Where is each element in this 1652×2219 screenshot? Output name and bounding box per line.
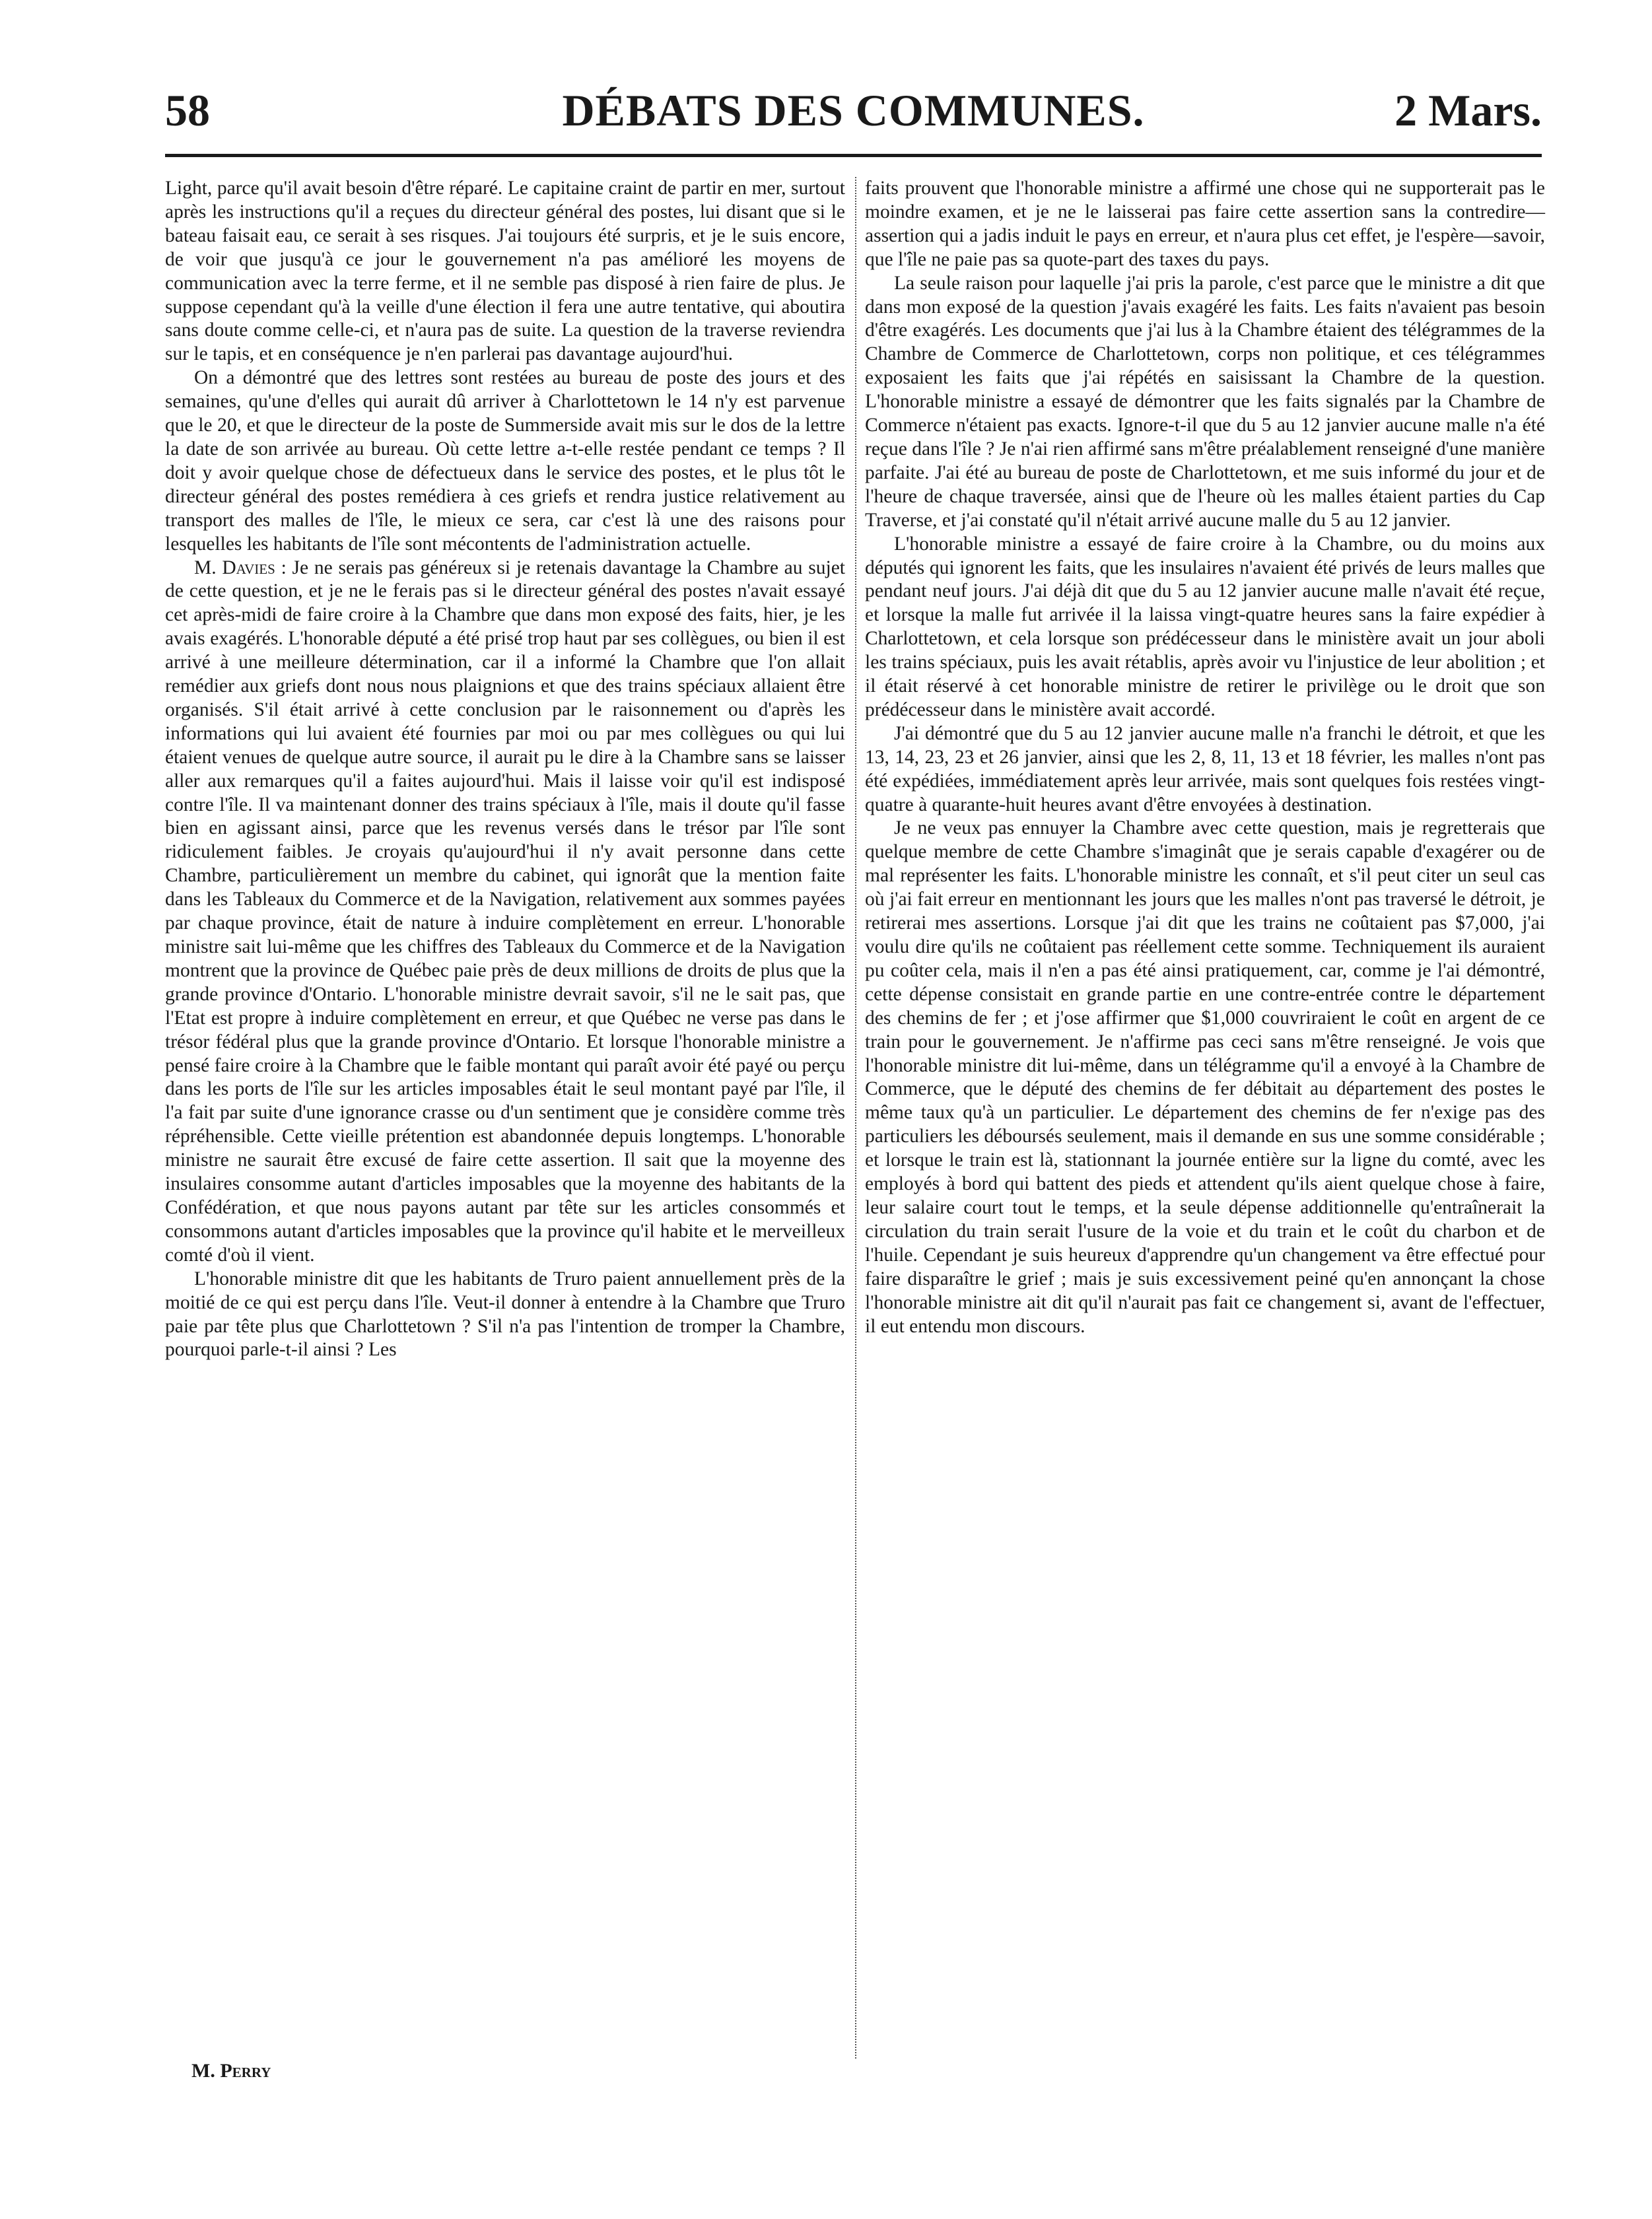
- left-column: [165, 177, 845, 1362]
- column-divider: [855, 177, 858, 2059]
- footer-signature: M. Perry: [191, 2060, 271, 2082]
- paragraph: La seule raison pour laquelle j'ai pris la parole, c'est parce que le ministre a dit que dans mon exposé de la question j'avais exagéré les faits. Les faits n'avaient pas besoin d'être exagérés. Les documents que j'ai lus à la Chambre étaient des télégrammes de la Chambre de Commerce de Charlottetown, corps non politique, et ces télégrammes exposaient les faits que j'ai répétés en saisissant la Chambre de la question. L'honorable ministre a essayé de démontrer que les faits signalés par la Chambre de Commerce n'étaient pas exacts. Ignore-t-il que du 5 au 12 janvier aucune malle n'a été reçue dans l'île ? Je n'ai rien affirmé sans m'être préalablement renseigné d'une manière parfaite. J'ai été au bureau de poste de Charlottetown, et me suis informé du jour et de l'heure de chaque traversée, ainsi que de l'heure où les malles étaient parties du Cap Traverse, et j'ai constaté qu'il n'était arrivé aucune malle du 5 au 12 janvier.: [865, 272, 1545, 531]
- speech-paragraph: [165, 557, 845, 1268]
- right-column: [865, 177, 1545, 1338]
- paragraph: On a démontré que des lettres sont restées au bureau de poste des jours et des semaines, qu'une d'elles qui aurait dû arriver à Charlottetown le 14 n'y est parvenue que le 20, et que le directeur de la poste de Summerside avait mis sur le dos de la lettre la date de son arrivée au bureau. Où cette lettre a-t-elle restée pendant ce temps ? Il doit y avoir quelque chose de défectueux dans le service des postes, et le plus tôt le directeur général des postes remédiera à ces griefs et rendra justice relativement au transport des malles de l'île, le mieux ce sera, car c'est là une des raisons pour lesquelles les habitants de l'île sont mécontents de l'administration actuelle.: [165, 367, 845, 555]
- paragraph: L'honorable ministre dit que les habitants de Truro paient annuellement près de la moitié de ce qui est perçu dans l'île. Veut-il donner à entendre à la Chambre que Truro paie par tête plus que Charlottetown ? S'il n'a pas l'intention de tromper la Chambre, pourquoi parle-t-il ainsi ? Les: [165, 1268, 845, 1361]
- paragraph: Light, parce qu'il avait besoin d'être réparé. Le capitaine craint de partir en mer, surtout après les instructions qu'il a reçues du directeur général des postes, lui disant que si le bateau faisait eau, ce serait à ses risques. J'ai toujours été surpris, et je le suis encore, de voir que jusqu'à ce jour le gouvernement n'a pas amélioré les moyens de communication avec la terre ferme, et il ne semble pas disposé à rien faire de plus. Je suppose cependant qu'à la veille d'une élection il fera une autre tentative, qui aboutira sans doute comme celle-ci, et n'aura pas de suite. La question de la traverse reviendra sur le tapis, et en conséquence je n'en parlerai pas davantage aujourd'hui.: [165, 178, 845, 365]
- speaker-name: M. Davies :: [194, 557, 287, 578]
- paragraph: J'ai démontré que du 5 au 12 janvier aucune malle n'a franchi le détroit, et que les 13, 14, 23, 23 et 26 janvier, ainsi que les 2, 8, 11, 13 et 18 février, les malles n'ont pas été expédiées, immédiatement après leur arrivée, mais sont quelques fois restées vingt-quatre à quarante-huit heures avant d'être envoyées à destination.: [865, 722, 1545, 815]
- page-date: 2 Mars.: [1394, 85, 1542, 135]
- page-title: DÉBATS DES COMMUNES.: [562, 85, 1145, 135]
- paragraph: L'honorable ministre a essayé de faire croire à la Chambre, ou du moins aux députés qui ignorent les faits, que les insulaires n'avaient été privés de leurs malles que pendant neuf jours. J'ai déjà dit que du 5 au 12 janvier aucune malle n'avait été reçue, et lorsque la malle fut arrivée il la laissa vingt-quatre heures sans la faire expédier à Charlottetown, et cela lorsque son prédécesseur dans le ministère avait un jour aboli les trains spéciaux, puis les avait rétablis, après avoir vu l'injustice de leur abolition ; et il était réservé à cet honorable ministre de retirer le privilège ou le droit que son prédécesseur dans le ministère avait accordé.: [865, 533, 1545, 720]
- header-rule: [165, 154, 1542, 157]
- paragraph: faits prouvent que l'honorable ministre a affirmé une chose qui ne supporterait pas le moindre examen, et je ne le laisserai pas faire cette assertion sans la contredire—assertion qui a jadis induit le pays en erreur, et n'aura plus cet effet, je l'espère—savoir, que l'île ne paie pas sa quote-part des taxes du pays.: [865, 178, 1545, 270]
- page-header: [165, 85, 1542, 137]
- paragraph: Je ne veux pas ennuyer la Chambre avec cette question, mais je regretterais que quelque membre de cette Chambre s'imaginât que je serais capable d'exagérer ou de mal représenter les faits. L'honorable ministre les connaît, et s'il peut citer un seul cas où j'ai fait erreur en mentionnant les jours que les malles n'ont pas traversé le détroit, je retirerai mes assertions. Lorsque j'ai dit que les trains ne coûtaient pas $7,000, j'ai voulu dire qu'ils ne coûtaient pas réellement cette somme. Techniquement ils auraient pu coûter cela, mais il n'en a pas été ainsi pratiquement, car, comme je l'ai démontré, cette dépense consistait en grande partie en une contre-entrée contre le département des chemins de fer ; et j'ose affirmer que $1,000 couvriraient le coût en argent de ce train pour le gouvernement. Je n'affirme pas ceci sans m'être renseigné. Je vois que l'honorable ministre dit lui-même, dans un télégramme qu'il a envoyé à la Chambre de Commerce, que le député des chemins de fer débitait au département des postes le même taux qu'à un particulier. Le département des chemins de fer n'exige pas des particuliers les déboursés seulement, mais il demande en sus une somme considérable ; et lorsque le train est là, stationnant la journée entière sur la ligne du comté, avec les employés à bord qui battent des pieds et attendent qu'ils aient quelque chose à faire, leur salaire court tout le temps, et la seule dépense additionnelle qu'entraînerait la circulation du train serait l'usure de la voie et du train et le coût du charbon et de l'huile. Cependant je suis heureux d'apprendre qu'un changement va être effectué pour faire disparaître le grief ; mais je suis excessivement peiné qu'en annonçant la chose l'honorable ministre ait dit qu'il n'aurait pas fait ce changement si, avant de l'effectuer, il eut entendu mon discours.: [865, 817, 1545, 1337]
- speech-text: Je ne serais pas généreux si je retenais davantage la Chambre au sujet de cette question, et je ne le ferais pas si le directeur général des postes n'avait essayé cet après-midi de faire croire à la Chambre que dans mon exposé des faits, hier, je les avais exagérés. L'honorable député a été prisé trop haut par ses collègues, ou bien il est arrivé à une meilleure détermination, car il a informé la Chambre que l'on allait remédier aux griefs dont nous nous plaignions et que des trains spéciaux allaient être organisés. S'il était arrivé à cette conclusion par le raisonnement ou d'après les informations qui lui avaient été fournies par moi ou par mes collègues ou qui lui étaient venues de quelque autre source, il aurait pu le dire à la Chambre sans se laisser aller aux remarques qu'il a faites aujourd'hui. Mais il laisse voir qu'il est indisposé contre l'île. Il va maintenant donner des trains spéciaux à l'île, mais il doute qu'il fasse bien en agissant ainsi, parce que les revenus versés dans le trésor par l'île sont ridiculement faibles. Je croyais qu'aujourd'hui il n'y avait personne dans cette Chambre, particulièrement un membre du cabinet, qui ignorât que la mention faite dans les Tableaux du Commerce et de la Navigation, relativement aux sommes payées par chaque province, était de nature à induire complètement en erreur. L'honorable ministre sait lui-même que les chiffres des Tableaux du Commerce et de la Navigation montrent que la province de Québec paie près de deux millions de droits de plus que la grande province d'Ontario. L'honorable ministre devrait savoir, s'il ne le sait pas, que l'Etat est propre à induire complètement en erreur, et que Québec ne verse pas dans le trésor fédéral plus que la grande province d'Ontario. Et lorsque l'honorable ministre a pensé faire croire à la Chambre que le faible montant qui paraît avoir été payé ou perçu dans les ports de l'île sur les articles imposables était le seul montant payé par l'île, il l'a fait par suite d'une ignorance crasse ou d'un sentiment que je considère comme très répréhensible. Cette vieille prétention est abandonnée depuis longtemps. L'honorable ministre ne saurait être excusé de faire cette assertion. Il sait que la moyenne des insulaires consomme autant d'articles imposables que la moyenne des habitants de la Confédération, et que nous payons autant par tête sur les articles consommés et consommons autant d'articles imposables que la province qu'il habite et le merveilleux comté d'où il vient.: [165, 557, 846, 1266]
- page-number: 58: [165, 85, 210, 135]
